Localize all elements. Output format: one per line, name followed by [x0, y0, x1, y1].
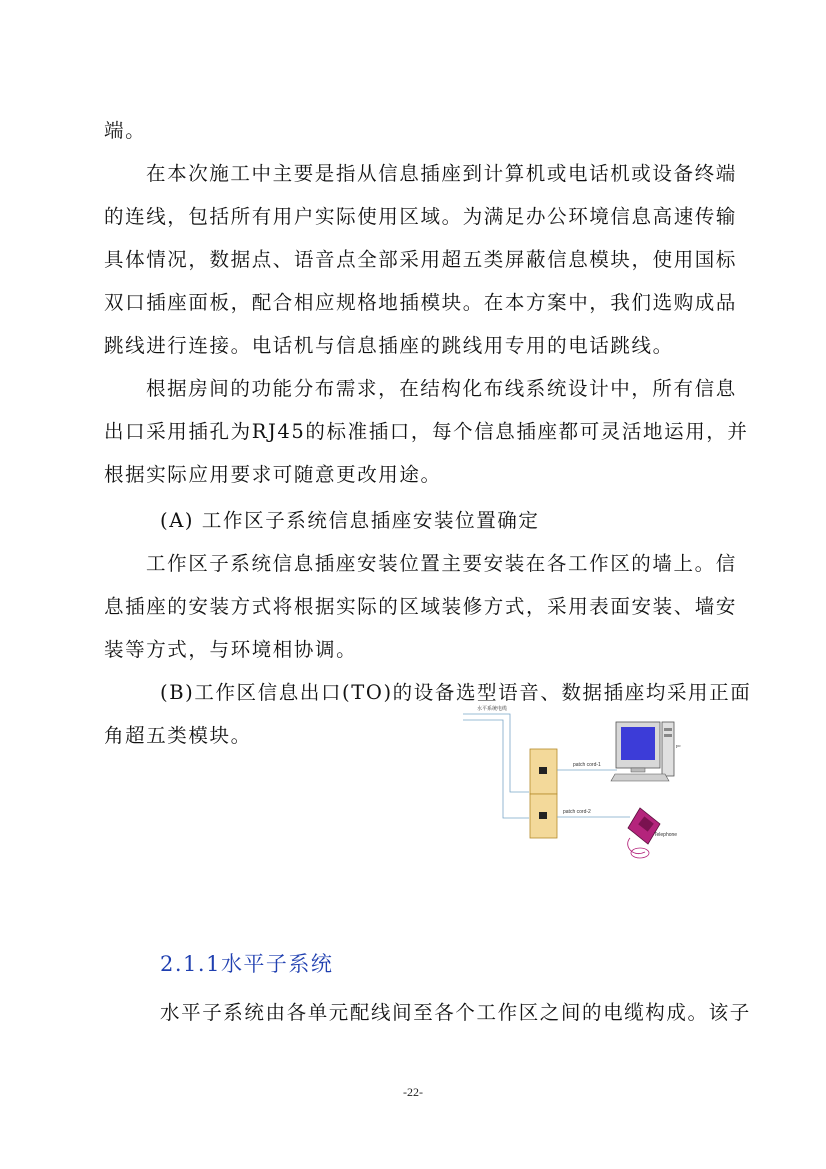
- subheading-a: (A) 工作区子系统信息插座安装位置确定: [160, 509, 540, 532]
- text-line: 出口采用插孔为RJ45的标准插口，每个信息插座都可灵活地运用，并: [104, 420, 749, 443]
- work-area-diagram: [455, 700, 695, 865]
- text-line: 根据实际应用要求可随意更改用途。: [104, 463, 442, 486]
- telephone-icon: [628, 808, 678, 858]
- text-line: 根据房间的功能分布需求，在结构化布线系统设计中，所有信息: [146, 377, 737, 400]
- text-line: 息插座的安装方式将根据实际的区域装修方式，采用表面安装、墙安: [104, 595, 738, 618]
- text-line: 跳线进行连接。电话机与信息插座的跳线用专用的电话跳线。: [104, 334, 674, 357]
- text-line: 在本次施工中主要是指从信息插座到计算机或电话机或设备终端: [146, 162, 737, 185]
- text-line: 双口插座面板，配合相应规格地插模块。在本方案中，我们选购成品: [104, 291, 738, 314]
- cable-label: 水平系统电缆: [477, 706, 508, 712]
- svg-text:pc: pc: [676, 743, 681, 748]
- text-line: 的连线，包括所有用户实际使用区域。为满足办公环境信息高速传输: [104, 205, 738, 228]
- text-line: 角超五类模块。: [104, 724, 252, 747]
- section-title: 水平子系统: [220, 952, 334, 976]
- section-number: 2.1.1: [160, 952, 221, 976]
- horizontal-cable: [463, 720, 529, 818]
- text-line: 水平子系统由各单元配线间至各个工作区之间的电缆构成。该子: [160, 1001, 751, 1024]
- rj45-jack-icon: [539, 812, 547, 819]
- text-line: (B)工作区信息出口(TO)的设备选型语音、数据插座均采用正面: [160, 681, 752, 704]
- horizontal-cable: [463, 714, 529, 792]
- text-line: 具体情况，数据点、语音点全部采用超五类屏蔽信息模块，使用国标: [104, 248, 738, 271]
- rj45-jack-icon: [539, 767, 547, 774]
- section-heading: [160, 950, 333, 978]
- computer-icon: [611, 722, 682, 781]
- text-line: 端。: [104, 119, 147, 142]
- patch-cord-1-label: patch cord-1: [573, 762, 601, 768]
- page-number: -22-: [403, 1085, 423, 1099]
- text-line: 装等方式，与环境相协调。: [104, 638, 358, 661]
- text-line: 工作区子系统信息插座安装位置主要安装在各工作区的墙上。信: [146, 552, 737, 575]
- telephone-label: Telephone: [654, 832, 678, 838]
- patch-cord-2-label: patch cord-2: [563, 809, 591, 815]
